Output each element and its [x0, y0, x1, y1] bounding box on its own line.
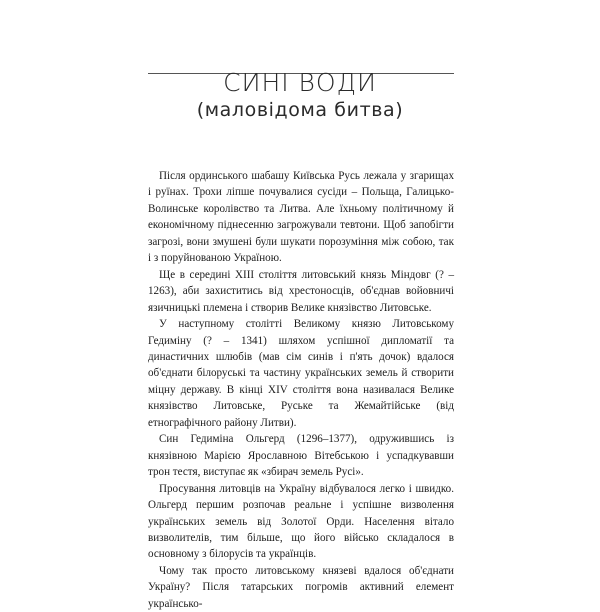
paragraph: Син Гедиміна Ольгерд (1296–1377), одружившись із князівною Марією Ярославною Вітебською і успадкувавши трон тестя, виступає як «збирач земель Русі».	[148, 433, 454, 479]
paragraph: Просування литовців на Україну відбувалося легко і швидко. Ольгерд першим розпочав реальне і успішне визволення українських земель від Золотої Орди. Населення вітало визволителів, тим більше, що його військо складалося в основному з білорусів та українців.	[148, 482, 454, 561]
body-text	[148, 168, 454, 612]
paragraph: Ще в середині XIII століття литовський князь Міндовг (? – 1263), аби захиститись від хрестоносців, об'єднав войовничі язичницькі племена і створив Велике князівство Литовське.	[148, 268, 454, 314]
paragraph: Після ординського шабашу Київська Русь лежала у згарищах і руїнах. Трохи ліпше почувалися сусіди – Польща, Галицько-Волинське королівство та Литва. Але їхньому політичному й економічному піднесенню загрожували тевтони. Щоб запобігти загрозі, вони змушені були шукати порозуміння між собою, так і з поруйнованою Україною.	[148, 170, 454, 265]
chapter-subtitle: (маловідома битва)	[196, 99, 404, 121]
chapter-title: СИНІ ВОДИ	[223, 68, 377, 97]
paragraph: Чому так просто литовському князеві вдалося об'єднати Україну? Після татарських погромів активний елемент українсько-	[148, 564, 454, 610]
paragraph: У наступному столітті Великому князю Литовському Гедиміну (? – 1341) шляхом успішної дипломатії та династичних шлюбів (мав сім синів і п'ять дочок) вдалося об'єднати білоруські та частину українських земель й створити міцну державу. В кінці XIV століття вона називалася Велике князівство Литовське, Руське та Жемайтійське (від етнографічного району Литви).	[148, 318, 454, 429]
